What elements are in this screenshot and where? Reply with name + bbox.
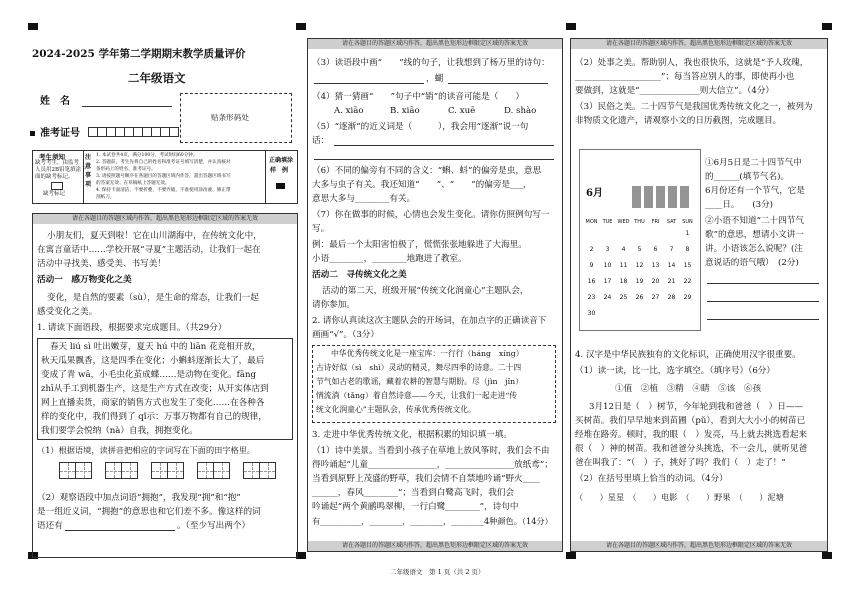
- calendar-day: 3: [605, 246, 610, 253]
- answer-blank[interactable]: [448, 83, 548, 84]
- calendar-day: 4: [621, 246, 626, 253]
- passage-line: 变成了青 wā，小毛虫化茧成蝶……是动物在变化。fāng: [41, 370, 257, 380]
- absent-checkbox[interactable]: [51, 182, 63, 190]
- calendar-weekday: SAT: [666, 219, 677, 225]
- barcode-label: 贴条形码处: [211, 113, 249, 122]
- notice-text: 缺考考生，由监考: [35, 160, 80, 166]
- calendar-weekday: WED: [617, 219, 630, 225]
- calendar-weekday: THU: [634, 219, 645, 225]
- question-text: 写。: [312, 224, 330, 234]
- question-text: （7）你在做事的时候，心情也会发生变化。请你仿照例句写一: [312, 210, 550, 220]
- intro-text: 在寓言童话中……学校开展“寻夏”主题活动，让我们一起在: [37, 245, 261, 255]
- question-text: （4）猜一猜画“ ”句子中“销”的读音可能是（ ）: [312, 92, 525, 102]
- calendar-day: 14: [667, 262, 676, 269]
- calendar-weekday: SUN: [682, 219, 693, 225]
- note-item: 的答案无效；在草稿纸上答题无效。: [96, 181, 170, 186]
- fill-text: 买树苗。我们早早地来到苗圃（pǔ），看到大大小小的树苗已: [575, 416, 806, 426]
- registration-mark: [296, 23, 306, 30]
- answer-blank[interactable]: [707, 301, 819, 302]
- passage-line: zhī从手工到机器生产，这是生产方式在改变；从开实体店到: [41, 384, 269, 394]
- question-text: （3）民俗之美。二十四节气是我国优秀传统文化之一，被列为: [575, 102, 813, 112]
- exam-title: 2024-2025 学年第二学期期末教学质量评价: [32, 48, 246, 60]
- registration-mark: [566, 552, 576, 559]
- registration-mark: [822, 23, 832, 30]
- left-column: [30, 38, 300, 558]
- option-b[interactable]: B. xiāo: [390, 106, 420, 116]
- answer-panel-1: [32, 213, 298, 558]
- calendar-grid: [584, 218, 696, 328]
- answer-blank[interactable]: [707, 319, 819, 320]
- calendar-question: 讲。小语该怎么说呢？(注: [705, 244, 803, 254]
- answer-blank[interactable]: [334, 145, 554, 146]
- calendar-day: 30: [587, 310, 596, 317]
- note-item: 刮纸刀。: [96, 195, 115, 200]
- calendar-weekday: MON: [585, 219, 598, 225]
- notice-text: 人员用2B铅笔填涂下: [35, 167, 87, 173]
- question-text: 意思大多与________有关。: [312, 194, 416, 204]
- sub-question-2: 是一组近义词，“拥抱”的意思也和它们差不多。像这样的词: [37, 507, 261, 517]
- opening-speech-box: [312, 345, 556, 423]
- passage-line: 我们要学会悦纳（nà）自我，拥抱变化。: [41, 426, 198, 436]
- registration-mark: [566, 23, 576, 30]
- calendar-day: 22: [683, 278, 692, 285]
- calendar-day: 15: [683, 262, 692, 269]
- notice-label: 考生须知: [39, 153, 65, 161]
- calendar-day: 10: [603, 262, 612, 269]
- calendar-day: 29: [683, 294, 692, 301]
- question-text: 要做到，这就是“______________则大信立”。（4分）: [575, 86, 775, 96]
- calendar-day: 8: [685, 246, 690, 253]
- calendar-screenshot: [579, 149, 701, 331]
- question-4: 4. 汉字是中华民族独有的文化标识，正确使用汉字很重要。: [575, 350, 801, 360]
- question-text: 得吟诵起“儿童________________，________________放纸鸢”；: [312, 460, 553, 470]
- option-d[interactable]: D. shào: [504, 106, 537, 116]
- question-text: （3）读语段中画“ ”线的句子，让我想到了杨万里的诗句：: [312, 58, 550, 68]
- fill-text: 爸在叫我了：“（ ）子，挑好了吗？我们（ ）走了！”: [575, 458, 786, 468]
- question-text: 非物质文化遗产，请观察小文的日历截图，完成题目。: [575, 116, 782, 126]
- question-text: 大多与虫子有关。我还知道“ ”、“ ”的偏旁是___，: [312, 180, 532, 190]
- calendar-lanterns: [632, 186, 692, 208]
- question-text: （2）处事之美。帮助别人，我也很快乐，这就是“予人玫瑰，: [575, 58, 809, 68]
- answer-blank[interactable]: [707, 283, 819, 284]
- calendar-day: 20: [651, 278, 660, 285]
- question-text: ____________________”；每当答应别人的事，即使再小也: [575, 72, 795, 82]
- calendar-day: 23: [587, 294, 596, 301]
- name-label: 姓 名: [40, 96, 70, 107]
- calendar-day: 2: [589, 246, 594, 253]
- sub-question-1: （1）根据语境，读拼音把相应的字词写在下面的田字格里。: [37, 445, 256, 455]
- activity-text: 请你参加。: [312, 300, 355, 310]
- question-text: （2）在括号里填上恰当的动词。（4分）: [575, 474, 728, 484]
- marker: [30, 131, 35, 136]
- note-item: 3. 请按照题号顺序在各题目的答题区域内作答，超出答题区域书写: [96, 174, 231, 179]
- speech-line: 统文化润童心”主题队会，传承优秀传统文化。: [316, 405, 476, 414]
- answer-panel-3: [570, 38, 828, 552]
- calendar-day: 24: [603, 294, 612, 301]
- question-2: 画画“√”。（3分）: [312, 330, 379, 340]
- calendar-day: 17: [603, 278, 612, 285]
- answer-blank[interactable]: [65, 530, 175, 531]
- option-c[interactable]: C. xuē: [448, 106, 476, 116]
- option-a[interactable]: A. xiāo: [334, 106, 364, 116]
- fill-example-mark: [276, 183, 285, 189]
- speech-line: 古诗好似（sì shì）灵动的精灵，舞尽四季的诗意。二十四: [316, 363, 522, 372]
- barcode-area: [180, 93, 292, 143]
- calendar-day: 5: [637, 246, 642, 253]
- notice-text: 面的缺考标记。: [35, 174, 74, 180]
- calendar-question: 的______(填节气名)。: [705, 172, 790, 182]
- notice-box: [32, 150, 298, 204]
- intro-text: 小朋友们，夏天到啦！它在山川湖海中，在传统文化中，: [47, 231, 262, 241]
- calendar-question: ①6月5日是二十四节气中: [705, 158, 802, 168]
- question-text: ______，春风________”；当看到白鹭高飞时，我们会: [312, 488, 515, 498]
- speech-line: 中华优秀传统文化是一座宝库：一行行（háng xíng）: [331, 349, 524, 358]
- note-item: 4. 保持卡面清洁，不要折叠，不要弄破，不准使用涂改液、修正带: [96, 188, 231, 193]
- passage-line: 春天 liú sì 吐出嫩芽，夏天 hú 中的 liān 花竞相开放，: [50, 342, 261, 352]
- answer-blank[interactable]: [314, 83, 424, 84]
- question-text: （1）诗中美景。当看到小孩子在草地上放风筝时，我们会不由: [312, 446, 550, 456]
- registration-mark: [822, 552, 832, 559]
- note-item: 1. 本试卷共4页，满分100分，考试时间60分钟。: [96, 153, 198, 158]
- exam-number-label: 准考证号: [40, 128, 80, 139]
- warning-bar: 请在各题目的答题区域内作答，超出黑色矩形边框限定区域的答案无效: [308, 39, 562, 49]
- calendar-day: 21: [667, 278, 676, 285]
- page-footer: 二年级语文 第 1 页（共 2 页）: [390, 568, 485, 576]
- calendar-day: 12: [635, 262, 644, 269]
- question-text: （5）“逐渐”的近义词是（ ），我会用“逐渐”说一句: [312, 122, 529, 132]
- calendar-day: 28: [667, 294, 676, 301]
- calendar-day: 26: [635, 294, 644, 301]
- speech-line: 情流淌（tǎng）着自然诗意——今天，让我们一起走进“传: [316, 391, 518, 400]
- reading-passage: [37, 338, 293, 440]
- calendar-question: ____日。 (3分): [705, 200, 774, 210]
- answer-blank[interactable]: [314, 159, 554, 160]
- intro-text: 活动中寻找美、感受美、书写美！: [37, 259, 166, 269]
- sub-question-2: 语还有: [37, 521, 63, 531]
- calendar-day: 1: [685, 230, 690, 237]
- calendar-day: 16: [587, 278, 596, 285]
- speech-line: 节气如古老的歌谣，藏着农耕的智慧与期盼。尽（jìn jǐn）: [316, 377, 523, 386]
- notes-label: 注意事项: [85, 154, 92, 188]
- fill-text: 经堆在路旁。顿时，我的眼（ ）发亮，马上就去挑选看起来: [575, 430, 808, 440]
- fill-text: 3月12日是（ ）树节，今年轮到我和爸爸（ ）日——: [589, 402, 804, 412]
- warning-bar: 请在各题目的答题区域内作答，超出黑色矩形边框限定区域的答案无效: [308, 541, 562, 551]
- question-text: （6）不同的偏旁有不同的含义：“蝌、蚪”的偏旁是虫，意思: [312, 166, 542, 176]
- example-sentence: 例：最后一个太阳害怕极了，慌慌张张地躲进了大海里。: [312, 240, 527, 250]
- passage-line: 样的变化中，我们得到了 qǐ示：万事万物都有自己的规律，: [41, 412, 267, 422]
- question-text: 当看到原野上茂盛的野草，我们会情不自禁地吟诵“野火____: [312, 474, 540, 484]
- question-text: 有__________，________，________，________4种颜色。（14分）: [312, 516, 553, 526]
- question-2: 2. 请你认真读这次主题队会的开场词，在加点字的正确读音下: [312, 316, 547, 326]
- fill-text: 很（ ）神的树苗。我和爸爸分头挑选，不一会儿，就听见爸: [575, 444, 808, 454]
- fill-example-label: 正确填涂: [269, 157, 294, 164]
- calendar-weekday: TUE: [602, 219, 613, 225]
- calendar-weekday: FRI: [651, 219, 660, 225]
- calendar-day: 25: [619, 294, 628, 301]
- warning-bar: 请在各题目的答题区域内作答，超出黑色矩形边框限定区域的答案无效: [571, 39, 827, 49]
- calendar-question: 6月份还有一个节气，它是: [705, 186, 805, 196]
- calendar-day: 9: [589, 262, 594, 269]
- question-3: 3. 走进中华优秀传统文化，根据积累的知识填一填。: [312, 430, 512, 440]
- calendar-day: 11: [619, 262, 628, 269]
- calendar-day: 13: [651, 262, 660, 269]
- registration-mark: [28, 23, 38, 30]
- answer-panel-2: [307, 38, 563, 552]
- activity-text: 变化，是自然的要素（sù），是生命的常态，让我们一起: [47, 293, 259, 303]
- char-options: ①值 ②植 ③精 ④睛 ⑤该 ⑥孩: [615, 384, 762, 394]
- calendar-day: 6: [653, 246, 658, 253]
- question-text: 吟诵起“两个黄鹂鸣翠柳，一行白鹭________”，诗句中: [312, 502, 519, 512]
- question-1: 1. 请读下面语段，根据要求完成题目。（共29分）: [37, 323, 227, 333]
- notes-list: [96, 152, 246, 201]
- passage-line: 网上直播卖货，商家的销售方式也发生了变化……在各种各: [41, 398, 265, 408]
- calendar-month: 6月: [586, 188, 603, 199]
- activity-text: 感受变化之美。: [37, 307, 98, 317]
- fill-example-label: 样 例: [270, 167, 289, 174]
- calendar-day: 7: [669, 246, 674, 253]
- warning-bar: 请在各题目的答题区域内作答，超出黑色矩形边框限定区域的答案无效: [571, 541, 827, 551]
- name-field[interactable]: [82, 106, 172, 107]
- sub-question-2: 。（至少写出两个）: [177, 521, 251, 531]
- calendar-question: 意说话的语气哦） (2分): [705, 258, 799, 268]
- calendar-question: ②小语不知道“二十四节气: [705, 216, 804, 226]
- note-item: 条形码上的姓名、准考证号。: [96, 167, 156, 172]
- activity-2-heading: 活动二 寻传统文化之美: [312, 270, 407, 280]
- question-text: 小语________，________地跑进了教室。: [312, 254, 467, 264]
- absent-label: 缺考标记: [43, 191, 66, 197]
- calendar-day: 27: [651, 294, 660, 301]
- question-text: ，蝴: [426, 74, 444, 84]
- question-text: 话：: [312, 136, 330, 146]
- note-item: 2. 答题前，考生先将自己的姓名和准考证号填写清楚，并认真核对: [96, 160, 231, 165]
- warning-bar: 请在各题目的答题区域内作答，超出黑色矩形边框限定区域的答案无效: [33, 214, 297, 224]
- question-text: （1）读一读，比一比，选字填空。（填序号）（6分）: [575, 366, 775, 376]
- activity-text: 活动的第二天，班级开展“传统文化润童心”主题队会，: [322, 286, 529, 296]
- passage-line: 秋天瓜果飘香，这是四季在变化；小蝌蚪逐渐长大了，最后: [41, 356, 265, 366]
- verb-fill-row[interactable]: （ ）星星 （ ）电影 （ ）野果 （ ）泥塘: [575, 492, 784, 502]
- calendar-question: 歌”的意思，想请小文讲一: [705, 230, 804, 240]
- subject-title: 二年级语文: [128, 71, 186, 85]
- sub-question-2: （2）观察语段中加点词语“拥抱”，我发现“拥”和“抱”: [37, 493, 241, 503]
- activity-1-heading: 活动一 感万物变化之美: [37, 275, 132, 285]
- calendar-day: 19: [635, 278, 644, 285]
- calendar-day: 18: [619, 278, 628, 285]
